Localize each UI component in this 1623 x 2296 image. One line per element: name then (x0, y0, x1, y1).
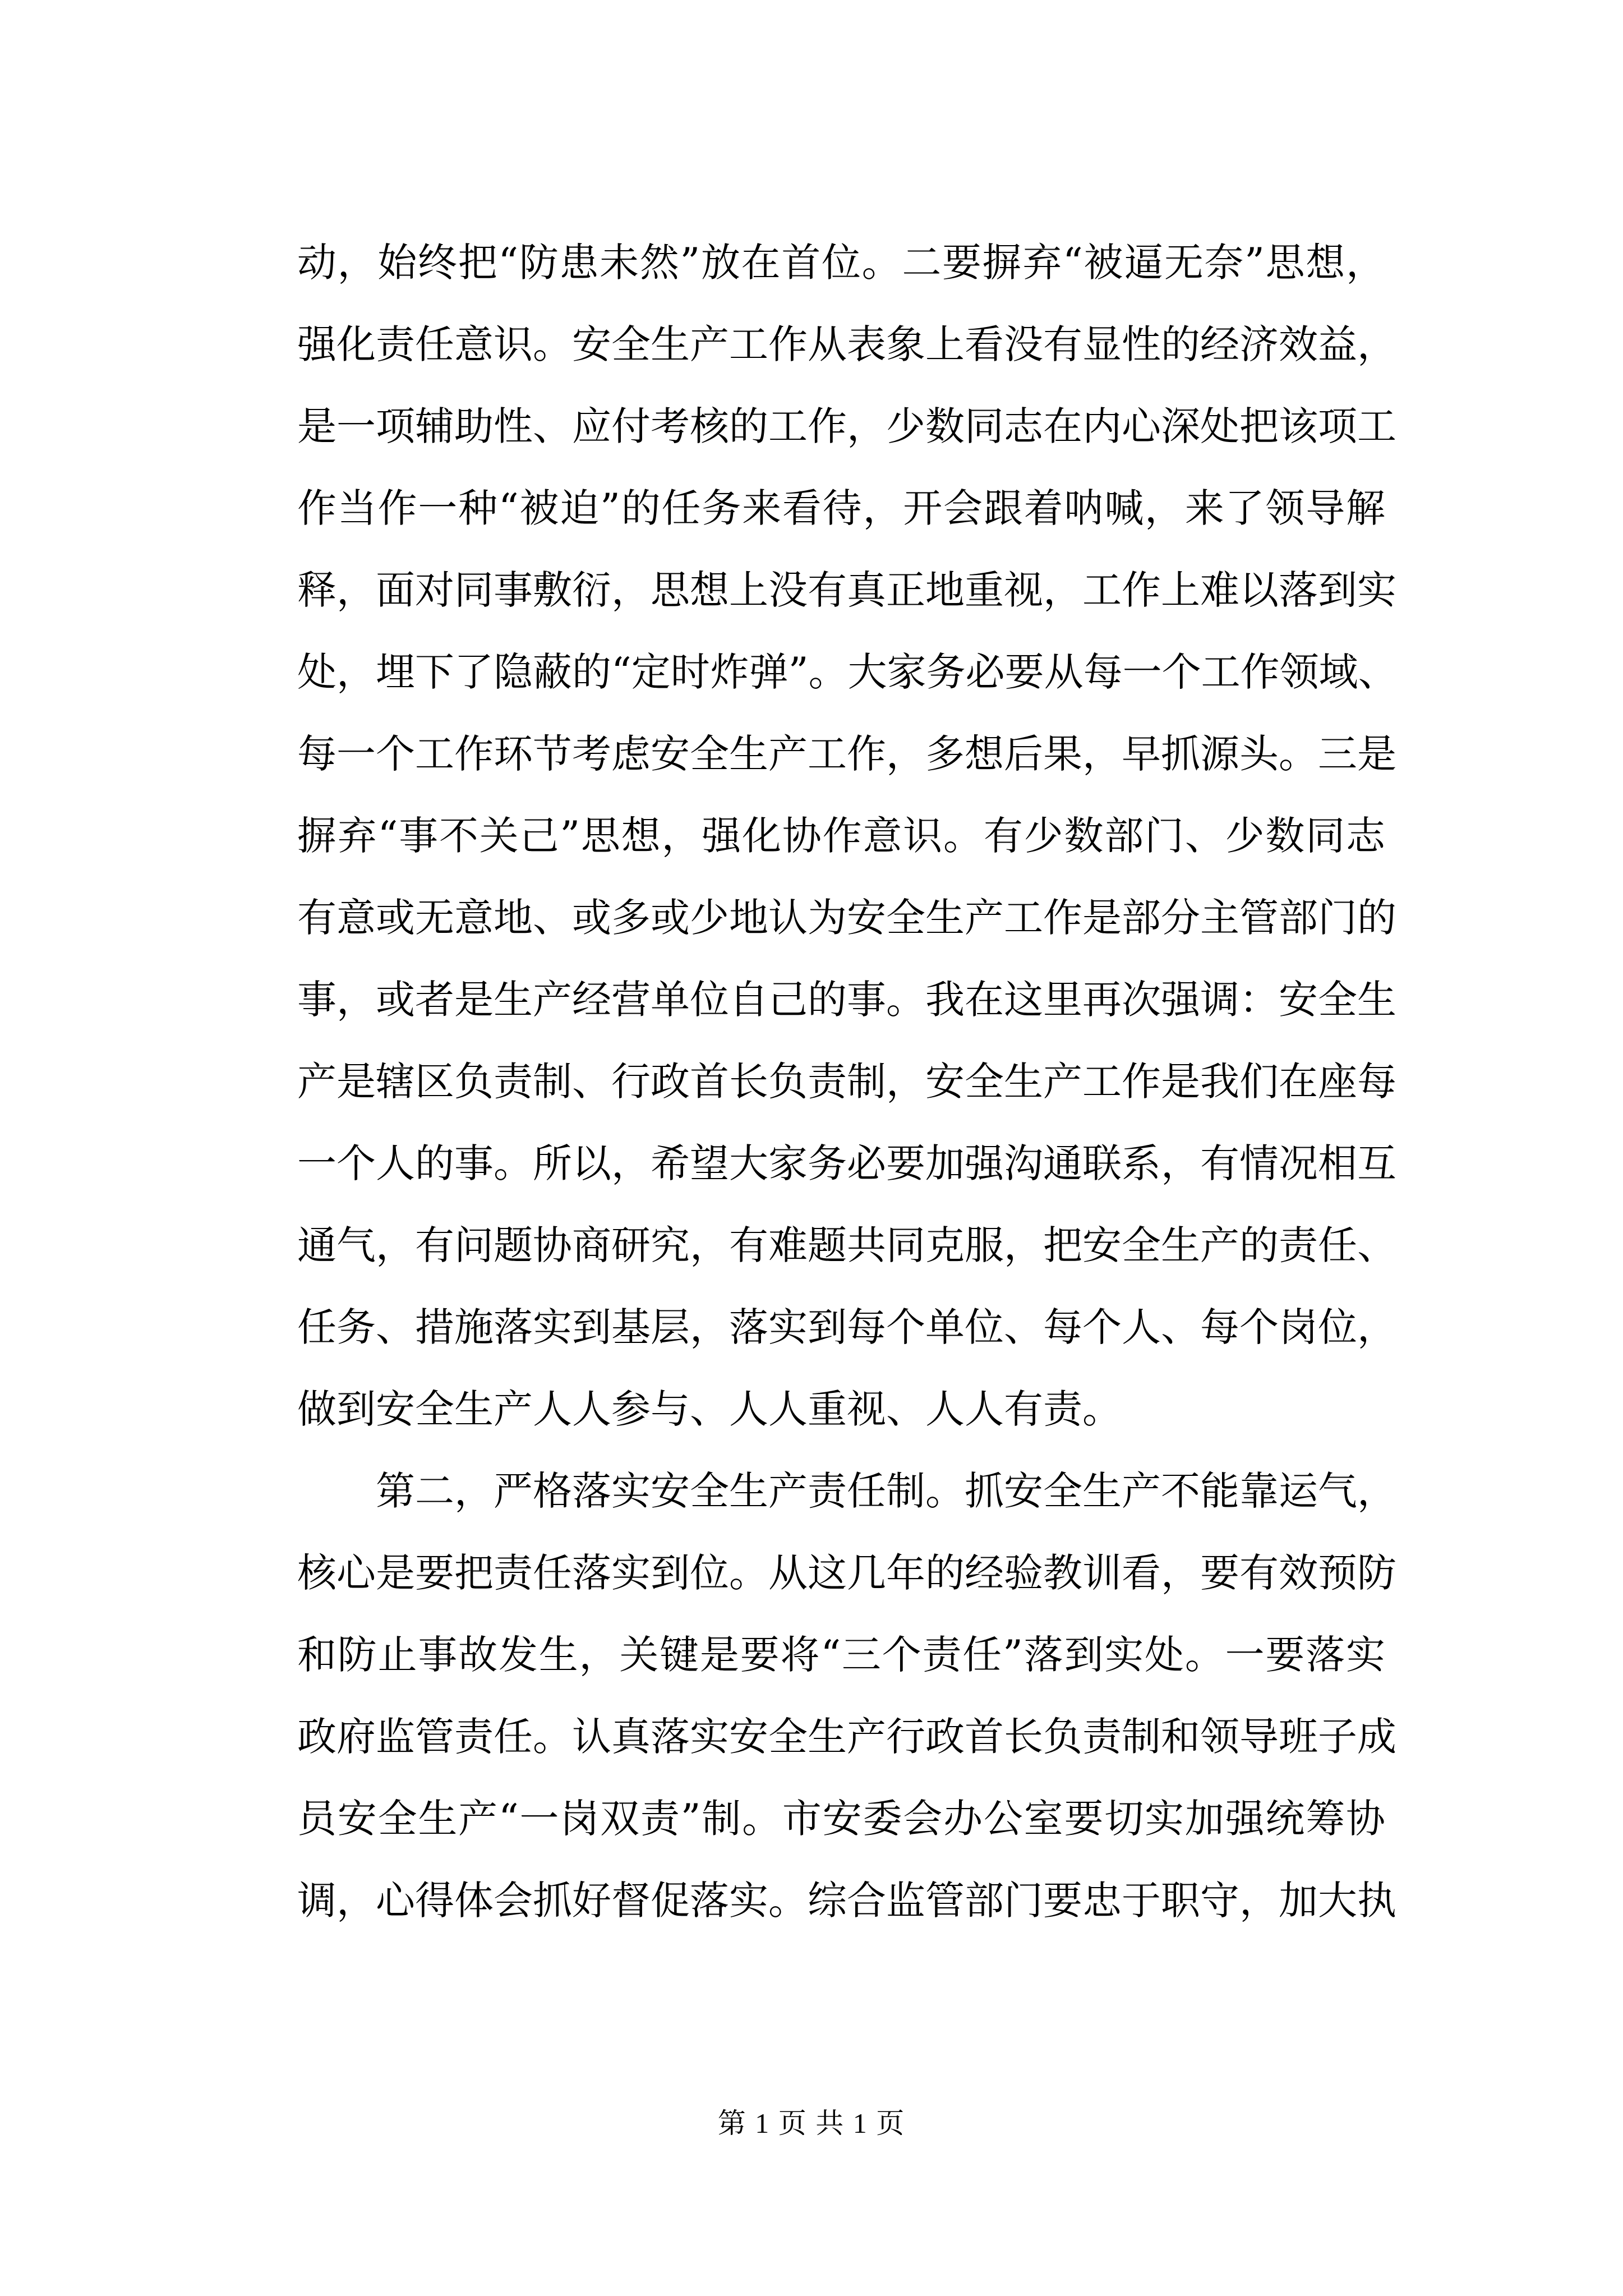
paragraph-start-line: 第二，严格落实安全生产责任制。抓安全生产不能靠运气， (297, 1468, 1396, 1514)
text-line: 动，始终把“防患未然”放在首位。二要摒弃“被逼无奈”思想， (297, 240, 1385, 286)
text-line: 作当作一种“被迫”的任务来看待，开会跟着呐喊，来了领导解 (297, 485, 1385, 531)
text-line: 强化责任意识。安全生产工作从表象上看没有显性的经济效益， (297, 321, 1396, 367)
text-line: 处，埋下了隐蔽的“定时炸弹”。大家务必要从每一个工作领域、 (297, 649, 1398, 695)
text-line: 事，或者是生产经营单位自己的事。我在这里再次强调：安全生 (297, 977, 1396, 1023)
text-line: 员安全生产“一岗双责”制。市安委会办公室要切实加强统筹协 (297, 1796, 1385, 1842)
text-line: 每一个工作环节考虑安全生产工作，多想后果，早抓源头。三是 (297, 731, 1396, 777)
text-line: 调，心得体会抓好督促落实。综合监管部门要忠于职守，加大执 (297, 1878, 1396, 1924)
text-line: 政府监管责任。认真落实安全生产行政首长负责制和领导班子成 (297, 1714, 1396, 1760)
text-line: 通气，有问题协商研究，有难题共同克服，把安全生产的责任、 (297, 1222, 1396, 1268)
text-line: 产是辖区负责制、行政首长负责制，安全生产工作是我们在座每 (297, 1059, 1396, 1105)
paragraph-end-line: 做到安全生产人人参与、人人重视、人人有责。 (297, 1386, 1122, 1432)
text-line: 有意或无意地、或多或少地认为安全生产工作是部分主管部门的 (297, 895, 1396, 941)
text-line: 一个人的事。所以，希望大家务必要加强沟通联系，有情况相互 (297, 1140, 1396, 1186)
text-line: 是一项辅助性、应付考核的工作，少数同志在内心深处把该项工 (297, 403, 1396, 449)
text-line: 释，面对同事敷衍，思想上没有真正地重视，工作上难以落到实 (297, 567, 1396, 613)
text-line: 任务、措施落实到基层，落实到每个单位、每个人、每个岗位， (297, 1304, 1396, 1350)
text-line: 摒弃“事不关己”思想，强化协作意识。有少数部门、少数同志 (297, 813, 1385, 859)
text-line: 和防止事故发生，关键是要将“三个责任”落到实处。一要落实 (297, 1632, 1385, 1678)
page-footer (0, 2106, 1623, 2140)
text-line: 核心是要把责任落实到位。从这几年的经验教训看，要有效预防 (297, 1550, 1396, 1596)
body-text (297, 222, 1398, 1941)
page-number: 第 1 页 共 1 页 (717, 2108, 906, 2139)
